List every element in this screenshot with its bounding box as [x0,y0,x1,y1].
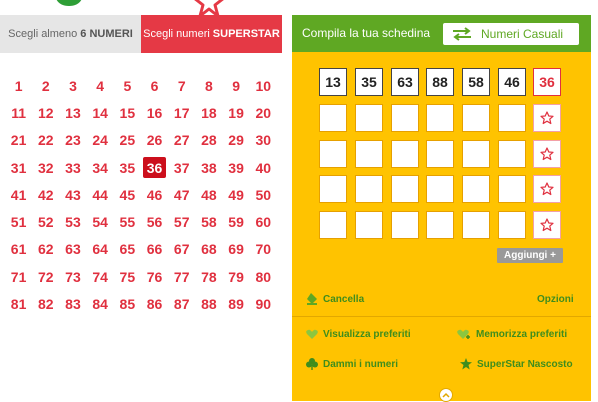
number-63[interactable]: 63 [65,241,81,258]
clover-icon [306,358,318,370]
heart-plus-icon [457,329,471,340]
number-78[interactable]: 78 [201,268,217,285]
number-54[interactable]: 54 [92,214,108,231]
number-3[interactable]: 3 [69,77,77,94]
schedina-header [292,15,591,52]
number-slot[interactable] [426,140,454,168]
number-19[interactable]: 19 [228,104,244,121]
number-82[interactable]: 82 [37,296,54,313]
number-30[interactable]: 30 [255,132,272,149]
number-18[interactable]: 18 [201,104,217,121]
number-83[interactable]: 83 [65,296,81,313]
number-29[interactable]: 29 [228,132,244,149]
number-grid [5,72,277,318]
number-53[interactable]: 53 [65,214,81,231]
number-79[interactable]: 79 [228,268,244,285]
number-70[interactable]: 70 [255,241,272,258]
number-16[interactable]: 16 [146,104,163,121]
number-90[interactable]: 90 [255,296,272,313]
superstar-slot[interactable] [533,140,561,168]
number-slot[interactable] [355,175,383,203]
number-28[interactable]: 28 [201,132,217,149]
number-26[interactable]: 26 [146,132,163,149]
number-31[interactable]: 31 [10,159,27,176]
number-41[interactable]: 41 [10,186,27,203]
number-75[interactable]: 75 [119,268,136,285]
number-slot[interactable] [426,211,454,239]
number-slot[interactable] [462,175,490,203]
number-56[interactable]: 56 [146,214,163,231]
number-65[interactable]: 65 [119,241,136,258]
star-outline-icon [540,218,554,232]
view-favorites-label: Visualizza preferiti [323,329,411,340]
number-slot[interactable]: 13 [319,68,347,96]
number-8[interactable]: 8 [205,77,213,94]
tab-normal-bold: 6 NUMERI [80,28,133,40]
number-picker-panel [0,0,282,401]
star-icon [460,358,472,370]
number-1[interactable]: 1 [14,77,23,94]
number-43[interactable]: 43 [65,186,81,203]
number-51[interactable]: 51 [10,214,27,231]
number-39[interactable]: 39 [228,159,244,176]
number-42[interactable]: 42 [37,186,54,203]
number-88[interactable]: 88 [201,296,217,313]
number-slot[interactable] [319,175,347,203]
number-17[interactable]: 17 [173,104,190,121]
heart-icon [306,329,318,340]
tab-super-text: Scegli numeri [143,28,210,40]
number-48[interactable]: 48 [201,186,217,203]
number-37[interactable]: 37 [173,159,190,176]
number-47[interactable]: 47 [173,186,190,203]
schedina-panel [292,15,591,401]
hidden-superstar-link[interactable] [460,358,573,370]
number-74[interactable]: 74 [92,268,108,285]
number-58[interactable]: 58 [201,214,217,231]
number-71[interactable]: 71 [10,268,27,285]
number-73[interactable]: 73 [65,268,81,285]
number-49[interactable]: 49 [228,186,244,203]
number-33[interactable]: 33 [65,159,81,176]
number-44[interactable]: 44 [92,186,108,203]
swap-arrows-icon [451,27,473,41]
number-slot[interactable] [319,104,347,132]
superstar-icon [192,0,226,18]
number-59[interactable]: 59 [228,214,244,231]
give-numbers-label: Dammi i numeri [323,358,399,370]
number-68[interactable]: 68 [201,241,217,258]
number-slot[interactable] [462,211,490,239]
number-12[interactable]: 12 [37,104,54,121]
random-numbers-button[interactable] [443,23,579,45]
number-14[interactable]: 14 [92,104,108,121]
number-21[interactable]: 21 [10,132,27,149]
tab-normal-text: Scegli almeno [8,28,78,40]
number-slot[interactable] [391,104,419,132]
number-69[interactable]: 69 [228,241,244,258]
number-46[interactable]: 46 [146,186,163,203]
random-numbers-label: Numeri Casuali [481,27,564,41]
give-numbers-link[interactable] [306,358,398,370]
number-60[interactable]: 60 [255,214,272,231]
view-favorites-link[interactable] [306,329,411,340]
save-favorites-label: Memorizza preferiti [476,329,568,340]
tab-super-bold: SUPERSTAR [212,28,280,40]
number-62[interactable]: 62 [37,241,54,258]
number-80[interactable]: 80 [255,268,272,285]
number-slot[interactable]: 88 [426,68,454,96]
number-77[interactable]: 77 [173,268,190,285]
number-slot[interactable] [319,140,347,168]
number-24[interactable]: 24 [92,132,108,149]
number-6[interactable]: 6 [150,77,159,94]
number-slot[interactable] [355,104,383,132]
divider [292,316,591,317]
number-25[interactable]: 25 [119,132,136,149]
number-slot[interactable] [498,211,526,239]
chevron-up-icon [442,392,450,398]
number-89[interactable]: 89 [228,296,244,313]
cancel-link[interactable] [306,293,364,305]
number-15[interactable]: 15 [119,104,136,121]
cancel-label: Cancella [323,293,365,305]
number-slot[interactable]: 35 [355,68,383,96]
tab-choose-numbers[interactable] [0,15,141,53]
number-slot[interactable] [462,140,490,168]
number-64[interactable]: 64 [92,241,108,258]
number-9[interactable]: 9 [232,77,240,94]
number-slot[interactable] [355,140,383,168]
number-slot[interactable] [391,175,419,203]
number-35[interactable]: 35 [119,159,136,176]
star-outline-icon [540,182,554,196]
number-slot[interactable] [462,104,490,132]
number-36[interactable]: 36 [143,157,166,178]
number-slot[interactable]: 58 [462,68,490,96]
number-2[interactable]: 2 [41,77,50,94]
number-40[interactable]: 40 [255,159,272,176]
number-5[interactable]: 5 [123,77,132,94]
smile-icon [50,0,88,10]
number-50[interactable]: 50 [255,186,272,203]
number-slot[interactable] [426,175,454,203]
number-slot[interactable]: 46 [498,68,526,96]
options-link[interactable] [537,294,574,305]
number-slot[interactable]: 63 [391,68,419,96]
superstar-slot[interactable] [533,175,561,203]
add-row-button[interactable]: Aggiungi + [497,248,563,263]
star-outline-icon [540,111,554,125]
number-34[interactable]: 34 [92,159,108,176]
number-87[interactable]: 87 [173,296,190,313]
number-slot[interactable] [498,140,526,168]
save-favorites-link[interactable] [457,329,567,340]
number-85[interactable]: 85 [119,296,136,313]
collapse-toggle[interactable] [439,388,453,402]
number-23[interactable]: 23 [65,132,81,149]
number-13[interactable]: 13 [65,104,81,121]
number-81[interactable]: 81 [10,296,27,313]
number-38[interactable]: 38 [201,159,217,176]
number-slot[interactable] [319,211,347,239]
number-57[interactable]: 57 [173,214,190,231]
number-27[interactable]: 27 [173,132,190,149]
number-22[interactable]: 22 [37,132,54,149]
number-86[interactable]: 86 [146,296,163,313]
number-66[interactable]: 66 [146,241,163,258]
number-slot[interactable] [498,104,526,132]
number-20[interactable]: 20 [255,104,272,121]
hidden-superstar-label: SuperStar Nascosto [477,358,573,370]
number-7[interactable]: 7 [177,77,186,94]
number-slot[interactable] [391,140,419,168]
tab-choose-superstar[interactable] [141,15,282,53]
number-slot[interactable] [426,104,454,132]
number-slot[interactable] [355,211,383,239]
number-slot[interactable] [391,211,419,239]
number-72[interactable]: 72 [37,268,54,285]
number-45[interactable]: 45 [119,186,136,203]
superstar-slot[interactable]: 36 [533,68,561,96]
schedina-title: Compila la tua schedina [302,26,431,40]
number-4[interactable]: 4 [96,77,105,94]
pick-mode-tabs [0,15,282,53]
number-slot[interactable] [498,175,526,203]
superstar-slot[interactable] [533,211,561,239]
number-52[interactable]: 52 [37,214,54,231]
number-55[interactable]: 55 [119,214,136,231]
number-32[interactable]: 32 [37,159,54,176]
superstar-slot[interactable] [533,104,561,132]
options-label: Opzioni [537,294,574,305]
number-67[interactable]: 67 [173,241,190,258]
star-outline-icon [540,147,554,161]
eraser-icon [306,293,318,305]
number-11[interactable]: 11 [11,104,26,121]
number-76[interactable]: 76 [146,268,163,285]
number-61[interactable]: 61 [10,241,27,258]
number-10[interactable]: 10 [255,77,272,94]
number-84[interactable]: 84 [92,296,108,313]
